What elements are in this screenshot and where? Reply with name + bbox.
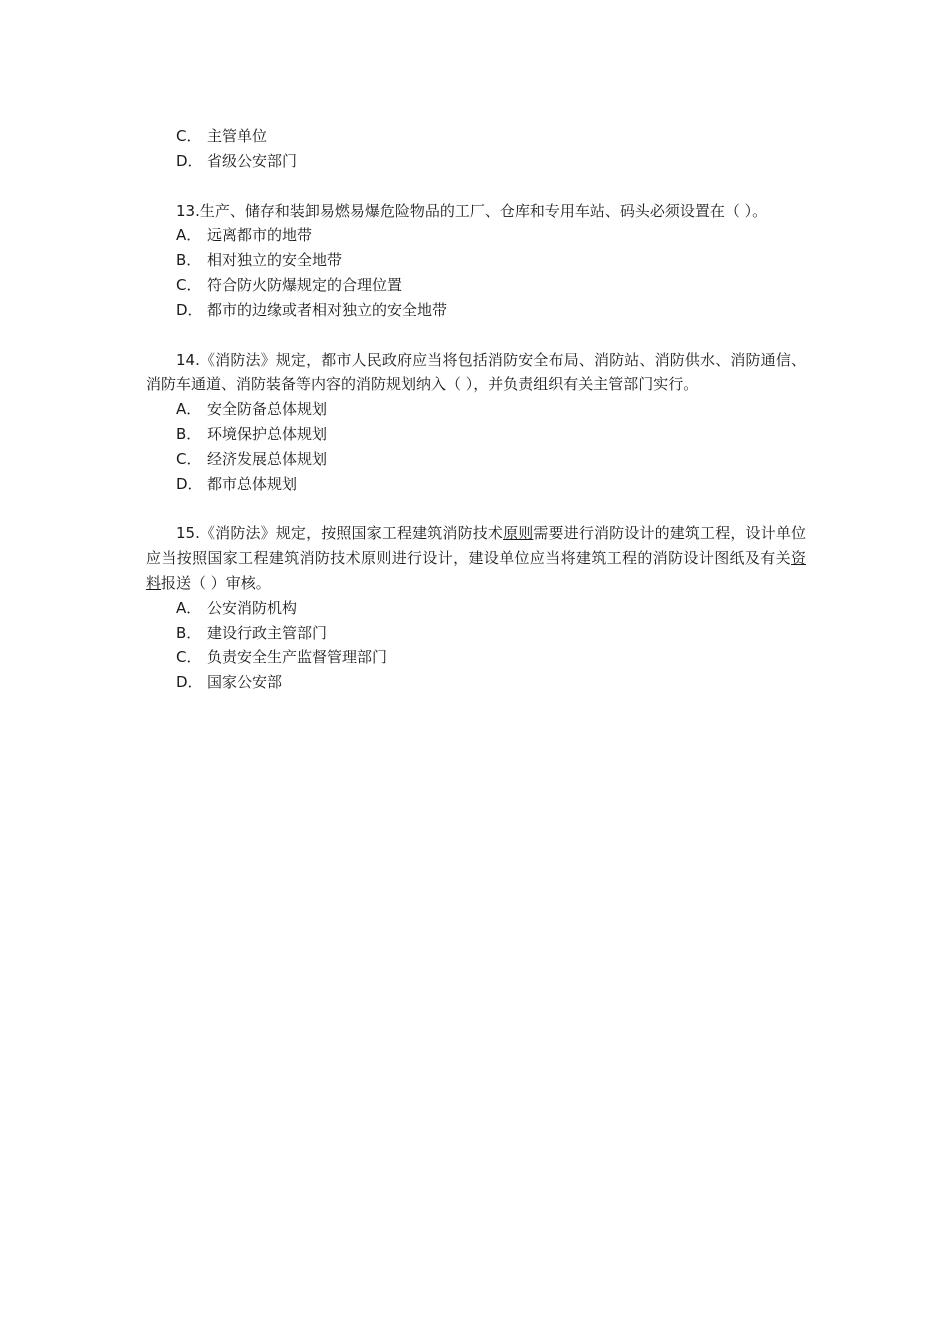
option-c [146,273,806,298]
option-letter: B． [176,251,202,270]
option-text: 都市总体规划 [207,474,298,493]
option-text: 环境保护总体规划 [207,424,328,443]
question-13 [146,199,806,323]
option-text: 远离都市的地带 [207,226,313,245]
option-text: 相对独立的安全地带 [207,251,343,270]
option-a [146,596,806,621]
question-stem-part: 报送（ ）审核。 [161,573,271,592]
option-letter: D． [176,673,203,692]
option-b [146,248,806,273]
option-text: 公安消防机构 [207,598,298,617]
option-text: 经济发展总体规划 [207,449,328,468]
option-text: 主管单位 [207,127,268,145]
underlined-term: 原则 [503,524,534,543]
option-letter: A． [176,598,202,617]
question-stem: 《消防法》规定，都市人民政府应当将包括消防安全布局、消防站、消防供水、消防通信、消防车通道、消防装备等内容的消防规划纳入（ ），并负责组织有关主管部门实行。 [146,350,806,394]
option-a [146,397,806,422]
option-text: 建设行政主管部门 [207,623,328,642]
option-text: 省级公安部门 [207,151,298,170]
option-letter: B． [176,424,202,443]
question-14-text [146,348,806,398]
option-letter: A． [176,400,202,419]
option-letter: C． [176,449,202,468]
option-b [146,422,806,447]
option-letter: A． [176,226,202,245]
option-letter: B． [176,623,202,642]
question-number: 15. [176,524,200,543]
option-d [146,472,806,497]
option-letter: C． [176,127,202,145]
option-c [146,645,806,670]
option-d [146,298,806,323]
option-text: 符合防火防爆规定的合理位置 [207,275,403,294]
question-stem: 生产、储存和装卸易燃易爆危险物品的工厂、仓库和专用车站、码头必须设置在（ ）。 [199,201,768,220]
option-letter: C． [176,275,202,294]
underlined-term: 资料 [146,549,806,592]
question-number: 13. [176,201,200,220]
question-13-text [146,199,806,224]
option-d-prev [146,149,806,174]
option-d [146,670,806,695]
option-letter: C． [176,648,202,667]
question-number: 14. [176,350,200,369]
option-a [146,223,806,248]
question-14 [146,348,806,497]
option-c-prev [146,124,806,149]
option-text: 都市的边缘或者相对独立的安全地带 [207,300,448,319]
question-15-text [146,521,806,595]
option-letter: D． [176,151,203,170]
option-c [146,447,806,472]
option-letter: D． [176,300,203,319]
question-stem-part: 《消防法》规定，按照国家工程建筑消防技术 [199,524,504,543]
option-text: 国家公安部 [207,673,283,692]
option-b [146,621,806,646]
option-text: 负责安全生产监督管理部门 [207,648,388,667]
option-letter: D． [176,474,203,493]
document-content [146,124,806,695]
option-text: 安全防备总体规划 [207,400,328,419]
question-stem-part: 需要进行消防设计的建筑工程，设计单位应当按照国家工程建筑消防技术原则进行设计，建设单位应当将建筑工程的消防设计图纸及有关 [146,524,806,568]
question-15 [146,521,806,695]
